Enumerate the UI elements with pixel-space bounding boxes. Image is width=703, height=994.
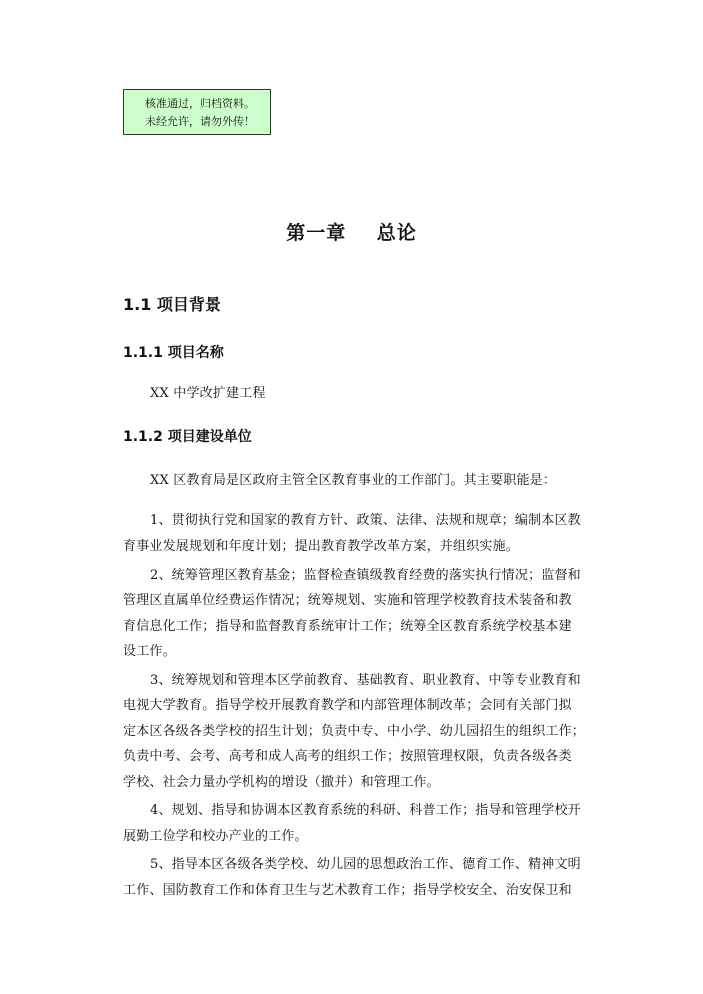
chapter-title: 第一章 总论	[286, 222, 417, 244]
body-line: 展勤工俭学和校办产业的工作。	[123, 829, 308, 844]
section-heading: 1.1 项目背景	[123, 295, 221, 314]
body-line: 3、统筹规划和管理本区学前教育、基础教育、职业教育、中等专业教育和	[150, 673, 581, 688]
project-name-text: XX 中学改扩建工程	[150, 386, 266, 401]
stamp-line-1: 核准通过，归档资料。	[145, 97, 255, 110]
subsection-heading-construction-unit: 1.1.2 项目建设单位	[123, 429, 252, 445]
body-line: 电视大学教育。指导学校开展教育教学和内部管理体制改革；会同有关部门拟	[123, 698, 572, 713]
body-line: 管理区直属单位经费运作情况；统筹规划、实施和管理学校教育技术装备和教	[123, 593, 572, 608]
body-line: 育信息化工作；指导和监督教育系统审计工作；统筹全区教育系统学校基本建	[123, 619, 572, 634]
body-line: 学校、社会力量办学机构的增设（撤并）和管理工作。	[123, 775, 440, 790]
archive-stamp	[123, 89, 271, 135]
body-line: 负责中考、会考、高考和成人高考的组织工作；按照管理权限，负责各级各类	[123, 749, 572, 764]
construction-unit-intro: XX 区教育局是区政府主管全区教育事业的工作部门。其主要职能是：	[150, 473, 557, 488]
body-line: 设工作。	[123, 644, 176, 659]
body-line: 育事业发展规划和年度计划；提出教育教学改革方案，并组织实施。	[123, 539, 520, 554]
stamp-line-2: 未经允许，请勿外传！	[145, 115, 255, 128]
body-line: 2、统筹管理区教育基金；监督检查镇级教育经费的落实执行情况；监督和	[150, 568, 581, 583]
body-line: 1、贯彻执行党和国家的教育方针、政策、法律、法规和规章；编制本区教	[150, 513, 581, 528]
body-line: 4、规划、指导和协调本区教育系统的科研、科普工作；指导和管理学校开	[150, 803, 581, 818]
body-line: 5、指导本区各级各类学校、幼儿园的思想政治工作、德育工作、精神文明	[150, 857, 581, 872]
body-line: 工作、国防教育工作和体育卫生与艺术教育工作；指导学校安全、治安保卫和	[123, 883, 572, 898]
body-line: 定本区各级各类学校的招生计划；负责中专、中小学、幼儿园招生的组织工作；	[123, 724, 586, 739]
subsection-heading-project-name: 1.1.1 项目名称	[123, 345, 224, 361]
